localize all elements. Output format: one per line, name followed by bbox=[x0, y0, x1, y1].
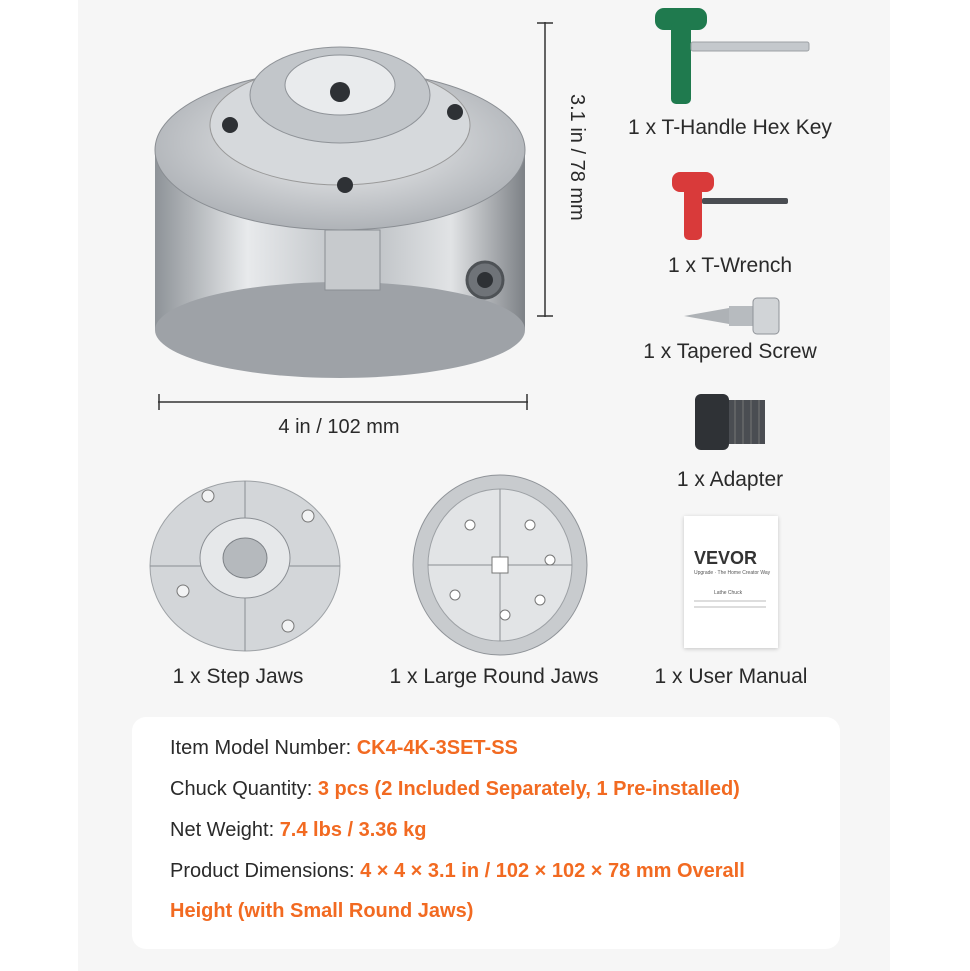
manual-title: Lathe Chuck bbox=[714, 590, 743, 596]
manual-brand: VEVOR bbox=[694, 548, 758, 568]
step-jaws-image bbox=[148, 476, 343, 656]
spec-value: 3 pcs (2 Included Separately, 1 Pre-installed) bbox=[317, 778, 740, 800]
t-handle-hex-key-icon bbox=[655, 2, 815, 107]
manual-tagline: Upgrade · The Home Creator Way bbox=[694, 570, 771, 576]
t-wrench-icon bbox=[672, 164, 792, 244]
spec-product-dimensions-cont bbox=[170, 900, 473, 923]
spec-net-weight bbox=[170, 819, 426, 842]
t-handle-hex-key-label: 1 x T-Handle Hex Key bbox=[628, 116, 832, 139]
adapter-icon bbox=[695, 386, 770, 456]
spec-model-number bbox=[170, 737, 518, 760]
spec-key: Chuck Quantity: bbox=[170, 778, 318, 800]
adapter-label: 1 x Adapter bbox=[676, 468, 784, 491]
t-wrench-label: 1 x T-Wrench bbox=[667, 254, 793, 277]
spec-value: 4 × 4 × 3.1 in / 102 × 102 × 78 mm Overall bbox=[360, 860, 745, 882]
step-jaws-label: 1 x Step Jaws bbox=[172, 665, 304, 688]
spec-key: Item Model Number: bbox=[170, 737, 357, 759]
width-dimension-label: 4 in / 102 mm bbox=[278, 416, 400, 438]
user-manual-label: 1 x User Manual bbox=[654, 665, 808, 688]
lathe-chuck-image bbox=[150, 30, 540, 390]
large-round-jaws-label: 1 x Large Round Jaws bbox=[389, 665, 599, 688]
width-dimension-line bbox=[158, 392, 528, 412]
spec-key: Net Weight: bbox=[170, 819, 280, 841]
spec-value: Height (with Small Round Jaws) bbox=[170, 900, 474, 922]
height-dimension-line bbox=[535, 22, 555, 317]
spec-key: Product Dimensions: bbox=[170, 860, 361, 882]
spec-chuck-quantity bbox=[170, 778, 740, 801]
user-manual-icon bbox=[684, 516, 778, 648]
tapered-screw-icon bbox=[684, 296, 784, 336]
specs-card bbox=[132, 717, 840, 949]
height-dimension-label: 3.1 in / 78 mm bbox=[566, 94, 588, 221]
spec-product-dimensions bbox=[170, 860, 745, 883]
large-round-jaws-image bbox=[410, 470, 590, 660]
tapered-screw-label: 1 x Tapered Screw bbox=[643, 340, 817, 363]
spec-value: CK4-4K-3SET-SS bbox=[356, 737, 518, 759]
spec-value: 7.4 lbs / 3.36 kg bbox=[279, 819, 427, 841]
